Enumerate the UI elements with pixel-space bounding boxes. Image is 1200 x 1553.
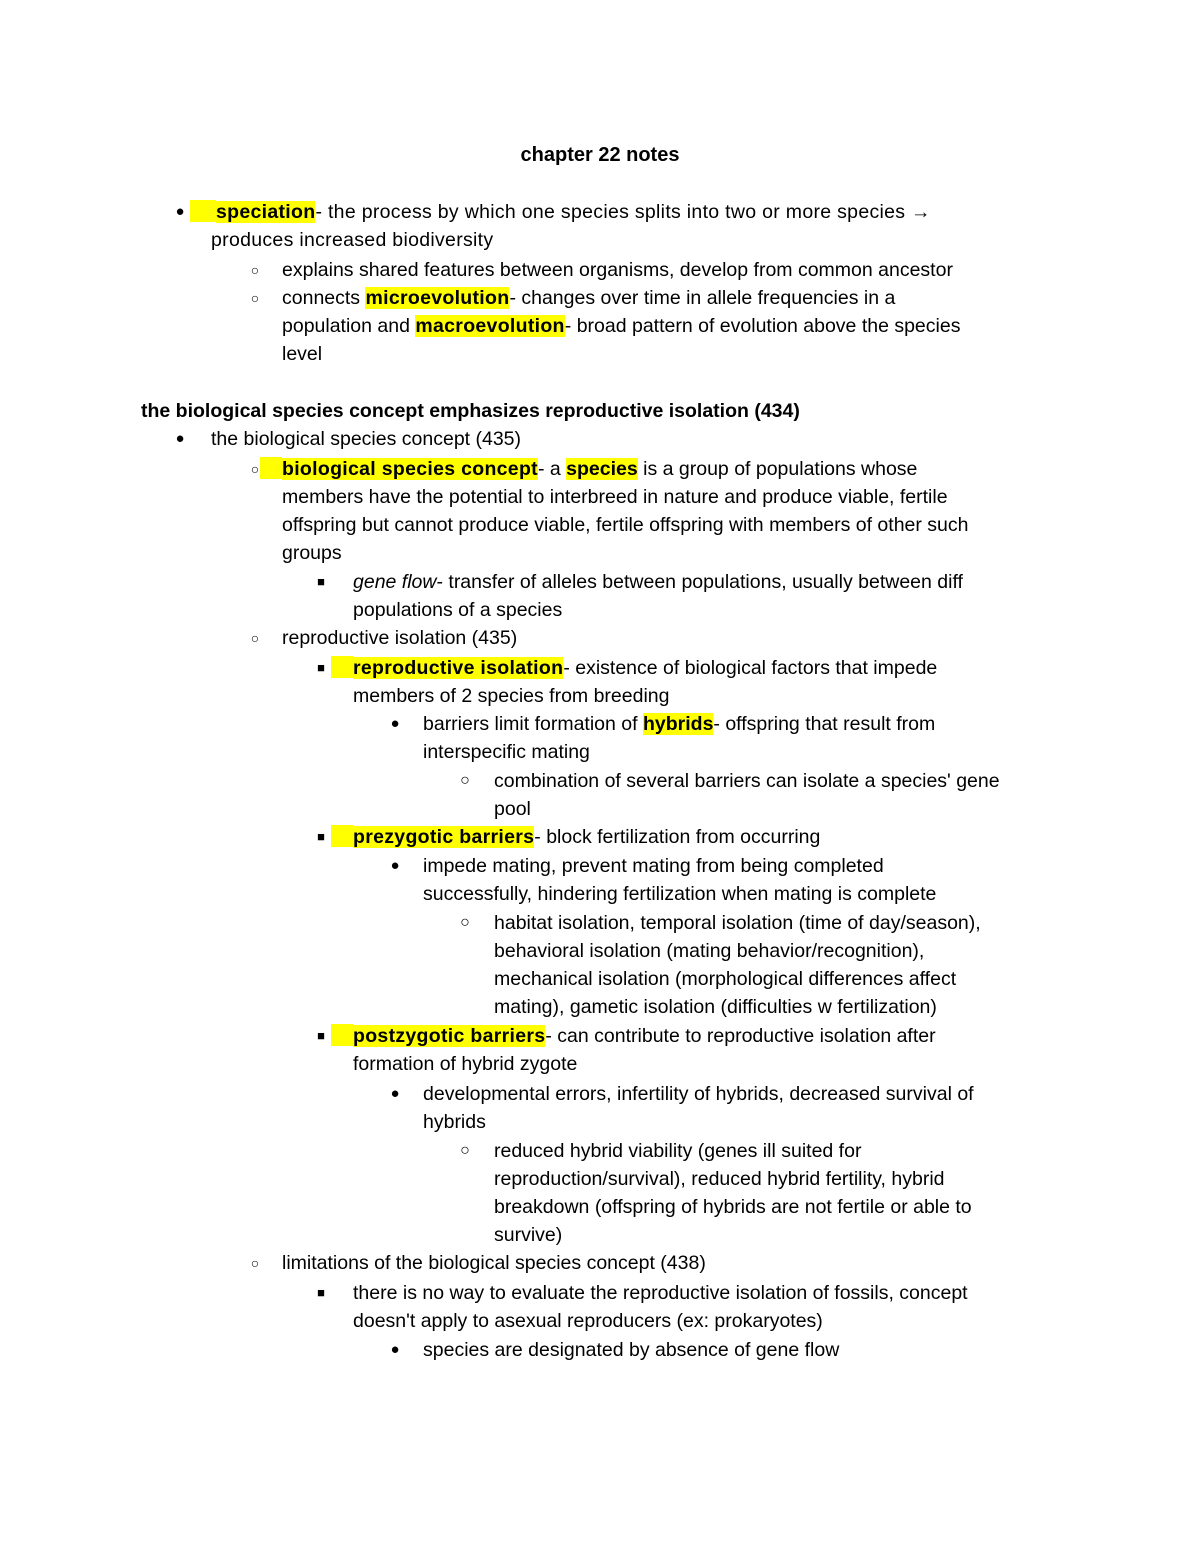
square-bullet-icon: ■ [317,829,325,844]
definition-text: - existence of biological factors that impede [563,657,938,679]
hollow-circle-bullet-icon: ○ [250,262,260,278]
list-item-bsc-def-cont: members have the potential to interbreed in nature and produce viable, fertile [282,486,948,508]
hollow-circle-bullet-icon: ○ [250,290,260,306]
square-bullet-icon: ■ [317,660,325,675]
term-gene-flow: gene flow [353,571,437,593]
list-item-hybrids [423,710,1073,738]
disc-bullet-icon: ● [175,203,185,220]
list-item-limitations: limitations of the biological species concept (438) [282,1252,706,1274]
text-connects: connects [282,287,366,309]
list-item-ri-def [331,654,1071,682]
list-item-designated: species are designated by absence of gene flow [423,1339,840,1361]
list-item-reduced-hybrid-cont: breakdown (offspring of hybrids are not fertile or able to [494,1196,972,1218]
list-item-reduced-hybrid: reduced hybrid viability (genes ill suited for [494,1140,862,1162]
list-item-combination: combination of several barriers can isolate a species' gene [494,770,1000,792]
definition-text: - transfer of alleles between populations, usually between diff [436,571,963,593]
disc-bullet-icon: ● [175,430,185,447]
disc-bullet-icon: ● [390,1085,400,1102]
highlight-mark [260,457,282,479]
term-prezygotic-barriers: prezygotic barriers [353,826,535,848]
hollow-circle-bullet-icon: ○ [250,630,260,646]
list-item-ri-def-cont: members of 2 species from breeding [353,685,670,707]
list-item-dev-errors-cont: hybrids [423,1111,486,1133]
list-item-gene-flow-cont: populations of a species [353,599,563,621]
disc-bullet-icon: ● [390,857,400,874]
section-heading: the biological species concept emphasizes reproductive isolation (434) [141,400,800,422]
term-postzygotic-barriers: postzygotic barriers [353,1025,546,1047]
square-bullet-icon: ■ [317,574,325,589]
disc-bullet-icon: ● [390,1341,400,1358]
list-item-prezygotic [331,823,1071,851]
list-item-fossils: there is no way to evaluate the reproductive isolation of fossils, concept [353,1282,968,1304]
list-item-speciation-cont: produces increased biodiversity [211,229,494,251]
hollow-circle-bullet-icon: ○ [250,1255,260,1271]
hollow-circle-bullet-icon: ○ [460,772,470,789]
definition-text: is a group of populations whose [637,458,918,480]
term-hybrids: hybrids [642,713,714,735]
highlight-mark [190,200,216,222]
list-item-bsc-def-cont: groups [282,542,342,564]
square-bullet-icon: ■ [317,1028,325,1043]
list-item-dev-errors: developmental errors, infertility of hybrids, decreased survival of [423,1083,974,1105]
highlight-mark [331,825,353,847]
list-item-isolation-types: habitat isolation, temporal isolation (time of day/season), [494,912,981,934]
list-item-bsc-def [260,455,1080,483]
highlight-mark [331,1024,353,1046]
definition-text: - block fertilization from occurring [534,826,821,848]
definition-text: - changes over time in allele frequencies in a [509,287,896,309]
hollow-circle-bullet-icon: ○ [460,1142,470,1159]
list-item-ri: reproductive isolation (435) [282,627,518,649]
list-item-isolation-types-cont: behavioral isolation (mating behavior/recognition), [494,940,925,962]
definition-text: - the process by which one species splits into two or more species → [315,201,931,223]
list-item-micro [282,284,1082,312]
list-item-impede-mating: impede mating, prevent mating from being completed [423,855,884,877]
term-biological-species-concept: biological species concept [282,458,538,480]
text-a: - a [537,458,567,480]
square-bullet-icon: ■ [317,1285,325,1300]
list-item-fossils-cont: doesn't apply to asexual reproducers (ex: prokaryotes) [353,1310,823,1332]
list-item-reduced-hybrid-cont: reproduction/survival), reduced hybrid fertility, hybrid [494,1168,945,1190]
list-item-hybrids-cont: interspecific mating [423,741,590,763]
term-microevolution: microevolution [365,287,510,309]
disc-bullet-icon: ● [390,715,400,732]
definition-text: - broad pattern of evolution above the species [564,315,961,337]
hollow-circle-bullet-icon: ○ [250,461,260,477]
definition-text: - offspring that result from [713,713,936,735]
term-macroevolution: macroevolution [415,315,565,337]
list-item-macro [282,312,1082,340]
text-barriers: barriers limit formation of [423,713,643,735]
text-population: population and [282,315,416,337]
list-item-speciation [190,198,1070,226]
list-item-impede-mating-cont: successfully, hindering fertilization when mating is complete [423,883,937,905]
term-species: species [566,458,638,480]
term-speciation: speciation [216,201,316,223]
list-item-shared-features: explains shared features between organisms, develop from common ancestor [282,259,953,281]
list-item-level: level [282,343,323,365]
page-title: chapter 22 notes [520,144,680,166]
hollow-circle-bullet-icon: ○ [460,914,470,931]
list-item-isolation-types-cont: mechanical isolation (morphological differences affect [494,968,957,990]
list-item-postzygotic-cont: formation of hybrid zygote [353,1053,578,1075]
term-reproductive-isolation: reproductive isolation [353,657,564,679]
list-item-combination-cont: pool [494,798,531,820]
list-item-postzygotic [331,1022,1071,1050]
list-item-isolation-types-cont: mating), gametic isolation (difficulties w fertilization) [494,996,937,1018]
list-item-gene-flow [353,568,1073,596]
list-item-bsc-def-cont: offspring but cannot produce viable, fertile offspring with members of other such [282,514,969,536]
list-item-reduced-hybrid-cont: survive) [494,1224,563,1246]
definition-text: - can contribute to reproductive isolation after [545,1025,936,1047]
list-item-bsc: the biological species concept (435) [211,428,522,450]
highlight-mark [331,656,353,678]
